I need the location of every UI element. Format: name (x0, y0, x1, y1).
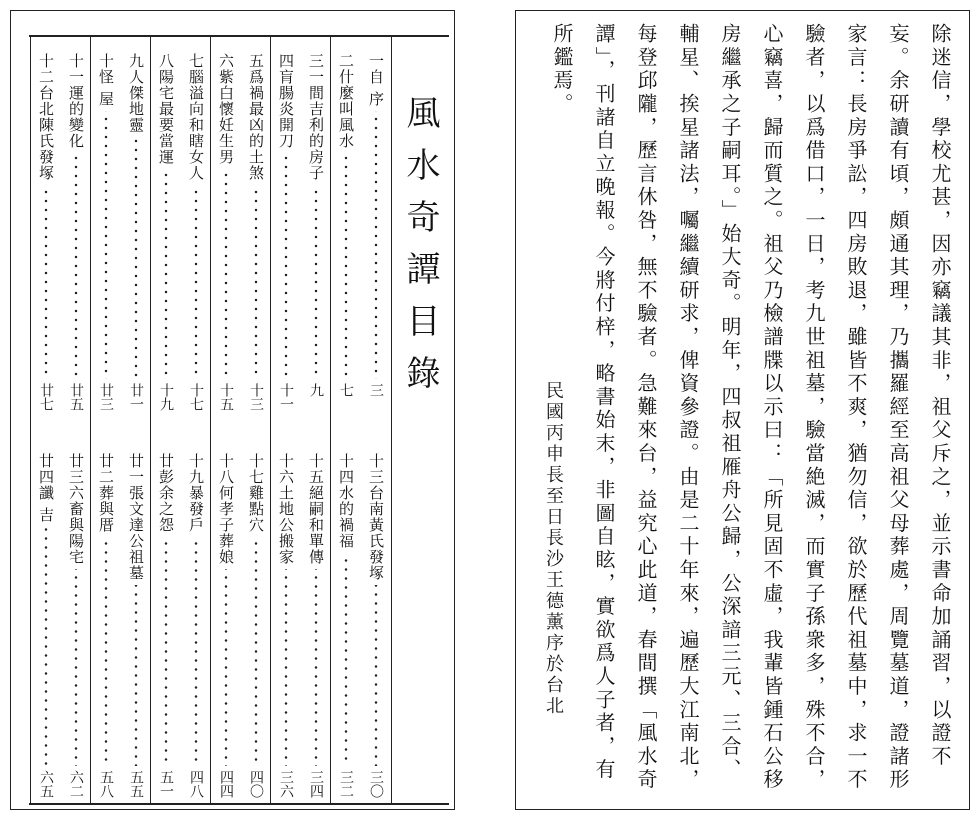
preface-line: 所鑑焉。 (550, 23, 574, 117)
toc-leader-dots (311, 569, 321, 766)
preface-line: 譚」，刊諸自立晚報。今將付梓，略書始末，非圖自眩，實欲爲人子者，有 (592, 23, 616, 782)
toc-title: 風水奇譚目錄 (400, 95, 440, 407)
toc-entry-title: 廿彭余之怨 (157, 453, 175, 533)
toc-page-number: 十九 (158, 383, 174, 411)
toc-page-number: 十一 (278, 383, 294, 411)
toc-entry-2-lower (331, 35, 361, 805)
toc-title-box (391, 35, 449, 805)
toc-entry-title: 十六土地公搬家 (277, 453, 295, 565)
preface-line: 房繼承之子嗣耳。」始大奇。明年，四叔祖雁舟公歸，公深諳三元、三合、 (718, 23, 742, 782)
toc-entry-title: 十三台南黃氏發塚 (367, 453, 385, 581)
preface-line: 除迷信，學校尤甚，因亦竊議其非，祖父斥之，並示書命加誦習，以證不 (928, 23, 952, 769)
toc-leader-dots (221, 569, 231, 766)
toc-page-number: 三 (368, 383, 384, 397)
toc-entry-title: 廿三六畜與陽宅 (67, 453, 85, 565)
toc-page-number: 五五 (128, 770, 144, 798)
toc-leader-dots (191, 537, 201, 766)
toc-entry-title: 八陽宅最要當運 (157, 53, 175, 165)
toc-leader-dots (161, 537, 171, 766)
toc-page-number: 六二 (68, 770, 84, 798)
toc-entry-title: 四肓腸炎開刀 (277, 53, 295, 149)
toc-leader-dots (371, 585, 381, 766)
toc-entry-title: 五爲禍最凶的土煞 (247, 53, 265, 181)
toc-page-number: 廿三 (98, 383, 114, 411)
toc-page-number: 六五 (38, 770, 54, 798)
toc-page-number: 七 (338, 383, 354, 397)
toc-entry-11-lower (61, 35, 91, 805)
toc-page-number: 四八 (188, 770, 204, 798)
toc-leader-dots (101, 537, 111, 766)
preface-signature: 民國丙申長至日長沙王德薰序於台北 (543, 381, 564, 717)
toc-entry-title: 十怪 屋 (97, 53, 115, 107)
toc-page-number: 三六 (278, 770, 294, 798)
toc-entry-title: 十一運的變化 (67, 53, 85, 149)
toc-entry-5-lower (241, 35, 271, 805)
toc-entry-12-lower (31, 35, 61, 805)
toc-entry-10-lower (91, 35, 121, 805)
toc-page-number: 十七 (188, 383, 204, 411)
preface-line: 輔星、挨星諸法，囑繼續研求，俾資參證。由是二十年來，遍歷大江南北， (676, 23, 700, 792)
toc-entry-title: 十八何孝子葬娘 (217, 453, 235, 565)
toc-entry-title: 十五絕嗣和單傳 (307, 453, 325, 565)
toc-page-number: 三四 (308, 770, 324, 798)
toc-entry-title: 廿一張文達公祖墓 (127, 453, 145, 581)
toc-entry-title: 十四水的禍福 (337, 453, 355, 549)
toc-leader-dots (41, 527, 51, 766)
toc-entry-1-lower (361, 35, 391, 805)
toc-page-number: 四四 (218, 770, 234, 798)
toc-entry-title: 十二台北陳氏發塚 (37, 53, 55, 181)
preface-line: 家言：長房爭訟，四房敗退，雖皆不爽，猶勿信，欲於歷代祖墓中，求一不 (844, 23, 868, 792)
toc-entry-title: 九人傑地靈 (127, 53, 145, 133)
toc-page-number: 九 (308, 383, 324, 397)
toc-leader-dots (71, 569, 81, 766)
toc-leader-dots (281, 569, 291, 766)
toc-leader-dots (251, 537, 261, 766)
toc-entry-title: 三一間吉利的房子 (307, 53, 325, 181)
toc-entry-title: 六紫白懷妊生男 (217, 53, 235, 165)
preface-line: 妄。余研讀有頃，頗通其理，乃攜羅經至高祖父母葬處，周覽墓道，證諸形 (886, 23, 910, 792)
toc-leader-dots (341, 553, 351, 766)
toc-entry-title: 十七雞點穴 (247, 453, 265, 533)
toc-entry-8-lower (151, 35, 181, 805)
toc-page-number: 廿七 (38, 383, 54, 411)
toc-entry-title: 一自 序 (367, 53, 385, 107)
preface-line: 心竊喜，歸而質之。祖父乃檢譜牒以示曰：「所見固不虛，我輩皆鍾石公移 (760, 23, 784, 792)
toc-page-number: 廿五 (68, 383, 84, 411)
toc-entry-title: 二什麼叫風水 (337, 53, 355, 149)
toc-page-number: 四〇 (248, 770, 264, 798)
preface-line: 驗者，以爲借口，一日，考九世祖墓，驗當絶滅，而實子孫衆多，殊不合， (802, 23, 826, 792)
toc-frame (29, 35, 449, 805)
toc-entry-title: 廿二葬與厝 (97, 453, 115, 533)
toc-page-number: 五一 (158, 770, 174, 798)
toc-page-number: 三〇 (368, 770, 384, 798)
preface-text (541, 23, 961, 793)
toc-page-number: 十三 (248, 383, 264, 411)
toc-page-number: 十五 (218, 383, 234, 411)
toc-page-number: 廿一 (128, 383, 144, 411)
toc-entry-7-lower (181, 35, 211, 805)
toc-entry-9-lower (121, 35, 151, 805)
toc-column-rule (30, 35, 31, 805)
toc-entry-4-lower (271, 35, 301, 805)
toc-leader-dots (131, 585, 141, 766)
toc-entry-title: 十九暴發戶 (187, 453, 205, 533)
toc-entry-title: 廿四讖 吉 (37, 453, 55, 523)
toc-page-number: 五八 (98, 770, 114, 798)
preface-line: 每登邱隴，歷言休咎，無不驗者。急難來台，益究心此道，春間撰「風水奇 (634, 23, 658, 792)
toc-entry-title: 七腦溢向和瞎女人 (187, 53, 205, 181)
toc-page-number: 三二 (338, 770, 354, 798)
preface-page (515, 10, 970, 810)
toc-entry-6-lower (211, 35, 241, 805)
toc-entry-3-lower (301, 35, 331, 805)
toc-page (10, 10, 455, 810)
